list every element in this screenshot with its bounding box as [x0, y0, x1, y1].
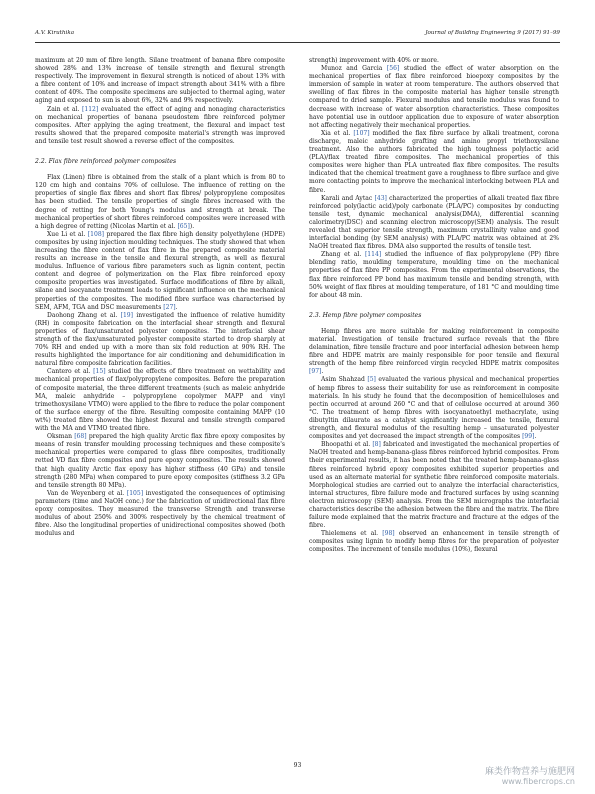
paragraph [35, 57, 285, 106]
paragraph [35, 174, 285, 231]
paragraph [35, 106, 285, 146]
citation-link[interactable]: [114] [364, 251, 382, 259]
paragraph [309, 195, 559, 252]
running-header [35, 30, 560, 42]
paragraph [309, 57, 559, 65]
citation-link[interactable]: [97] [309, 368, 322, 376]
paragraph [309, 65, 559, 130]
text-segment: Munoz and Garcia [321, 65, 387, 73]
paragraph [309, 130, 559, 195]
text-segment: studied the influence of flax polypropylene (PP) fibre blending ratio, moulding temperature, moulding time on the mechanical properties of flax fibre PP composites. From the experimental observations, the flax fibre reinforced PP bond has maximum tensile and bending strength, with 50% weight of flax fibres at moulding temperature, of 181 °C and moulding time for about 48 min. [309, 251, 559, 299]
section-heading [35, 158, 285, 166]
text-segment: . [534, 433, 537, 441]
citation-link[interactable]: [105] [126, 489, 144, 497]
text-segment: characterized the properties of alkali treated flax fibre reinforced poly(lactic acid)/poly carbonate (PLA/PC) composites by conducting tensile test, dynamic mechanical analysis(DMA), differential scanning calorimetry(DSC) and scanning electron microscopy(SEM) analysis. The result revealed that superior tensile strength, maximum crystallinity value and good interfacial bonding (by SEM analysis) with PLA/PC matrix was obtained at 2% NaOH treated flax fibres. DMA also supported the results of tensile test. [309, 194, 559, 251]
paragraph [35, 312, 285, 369]
text-segment: prepared the high quality Arctic flax fibre epoxy composites by means of resin transfer moulding processing techniques and these composite's mechanical properties were compared to glass fibre composites, traditionally retted VD flax fibre composites and pure epoxy composites. The results showed that high quality Arctic flax epoxy has higher stiffness (40 GPa) and tensile strength (280 MPa) when compared to pure epoxy composites (stiffness 3.2 GPa and tensile strength 80 MPa). [35, 433, 285, 489]
text-segment: studied the effect of water absorption on the mechanical properties of flax fibre reinforced bioepoxy composites by the immersion of sample in water at room temperature. The authors observed that swelling of flax fibres in the composite material has higher tensile strength compared to dried sample. Flexural modulus and tensile modulus was found to decrease with increase of water absorption characteristics. These composites have potential use in outdoor application due to exposure of water absorption not affecting negatively their mechanical properties. [309, 65, 559, 129]
paragraph [309, 251, 559, 300]
text-segment: ). [189, 222, 195, 230]
paragraph [309, 376, 559, 441]
watermark-title: 麻类作物营养与施肥网 [484, 767, 575, 777]
text-segment: Karali and Aytac [321, 194, 375, 202]
watermark [485, 767, 575, 787]
text-segment: 2.3. Hemp fibre polymer composites [309, 311, 422, 319]
text-segment: . [175, 303, 178, 311]
citation-link[interactable]: [56] [386, 65, 400, 73]
header-author: A.V. Kiruthika [35, 30, 75, 36]
header-rule [35, 42, 560, 43]
paragraph [35, 368, 285, 433]
citation-link[interactable]: [8] [372, 441, 381, 449]
text-segment: fabricated and investigated the mechanical properties of NaOH treated and hemp-banana-glass fibres reinforced hybrid composites. From their experimental results, it has been noted that the treated hemp-banana-glass fibres reinforced hybrid epoxy composites exhibited superior properties and used as an alternate material for synthetic fibre reinforced composite materials. Morphological studies are carried out to analyze the interfacial characteristics, internal structures, fibre failure mode and fractured surfaces by using scanning electron microscopy (SEM) analysis. From the SEM micrographs the interfacial characteristics describe the adhesion between the fibre and the matrix. The fibre failure mode explained that the matrix fracture and fracture at the edges of the fibre. [309, 441, 560, 530]
text-segment: evaluated the effect of aging and nonaging characteristics on mechanical properties of banana pseudostem fibre reinforced polymer composites. After applying the aging treatment, the flexural and impact test results showed that the prepared composite material's strength was improved and tensile test result showed a reverse effect of the composites. [35, 105, 285, 145]
text-segment: Zhang et al. [321, 251, 365, 259]
text-segment: Thielemens et al. [321, 530, 383, 538]
citation-link[interactable]: [5] [367, 376, 376, 384]
text-segment: Zain et al. [47, 105, 82, 113]
citation-link[interactable]: [107] [353, 129, 370, 137]
text-segment: Oksman [47, 433, 75, 441]
paragraph [35, 433, 285, 490]
citation-link[interactable]: [112] [82, 105, 99, 113]
citation-link[interactable]: [43] [374, 194, 387, 202]
citation-link[interactable]: [65] [177, 222, 190, 230]
text-segment: . [321, 368, 324, 376]
paragraph [309, 530, 559, 554]
text-segment: Cantero et al. [47, 368, 94, 376]
text-segment: modified the flax fibre surface by alkali treatment, corona discharge, maleic anhydride grafting and amino propyl triethoxysilane treatment. Also the authors fabricated the high toughness polylactic acid (PLA)/flax treated fibre composites. The mechanical properties of this composites were higher than PLA untreated flax fibre composites. The results indicated that the chemical treatment gave a roughness to fibre surface and give more contacting points to improve the mechanical interlocking between PLA and fibre. [309, 129, 559, 194]
header-journal-citation: Journal of Building Engineering 9 (2017) 91–99 [425, 30, 560, 36]
text-segment: Daohong Zhang et al. [47, 311, 121, 319]
citation-link[interactable]: [99] [522, 433, 535, 441]
text-segment: investigated the consequences of optimising parameters (time and NaOH conc.) for the fabrication of unidirectional flax fibre epoxy composites. They measured the transverse Strength and transverse modulus of about 250% and 300% respectively by the chemical treatment of fibre. Also the longitudinal properties of unidirectional composites showed (both modulus and [35, 489, 285, 538]
citation-link[interactable]: [68] [74, 433, 87, 441]
page-number: 93 [293, 762, 302, 769]
citation-link[interactable]: [19] [120, 311, 134, 319]
citation-link[interactable]: [108] [87, 230, 105, 238]
paragraph [309, 328, 559, 377]
text-segment: investigated the influence of relative humidity (RH) in composite fabrication on the interfacial shear strength and flexural properties of flax/unsaturated polyester composites. The interfacial shear strength of the flax/unsaturated polyester composite started to drop sharply at 70% RH and ended up with a more than six fold reduction at 90% RH. The results highlighted the importance for air conditioning and dehumidification in natural fibre composite fabrication facilities. [35, 311, 285, 368]
paragraph [309, 441, 559, 530]
left-column [35, 57, 285, 538]
text-segment: evaluated the various physical and mechanical properties of hemp fibres to assess their suitability for use as reinforcement in composite materials. In his study he found that the decomposition of hemicelluloses and pectin occurred at around 260 °C and that of cellulose occurred at around 360 °C. The treatment of hemp fibres with isocyanatoethyl methacrylate, using dibutyltin dilaurate as a catalyst significantly increased the tensile, flexural strength, and flexural modulus of the resulting hemp – unsaturated polyester composites and yet decreased the impact strength of the composites [309, 376, 559, 441]
text-segment: studied the effects of fibre treatment on wettability and mechanical properties of flax/polypropylene composites. Before the preparation of composite material, the three different treatments (such as maleic anhydride MA, maleic anhydride – polypropylene copolymer MAPP and vinyl trimethoxysilane VTMO) were applied to the fibre to reduce the polar component of the surface energy of the fibre. Resulting composite containing MAPP (10 wt%) treated fibre showed the highest flexural and tensile strength compared with the MA and VTMO treated fibre. [35, 368, 285, 433]
right-column [309, 57, 559, 555]
text-segment: Hemp fibres are more suitable for making reinforcement in composite material. Investigation of tensile fractured surface reveals that the fibre delamination, fibre tensile fracture and poor interfacial adhesion between hemp fibre and HDPE matrix are mainly responsible for poor tensile and flexural strength of the hemp fibre reinforced virgin recycled HDPE matrix composites [309, 327, 559, 368]
text-segment: Asim Shahzad [321, 376, 368, 384]
citation-link[interactable]: [27] [163, 303, 176, 311]
text-segment: strength) improvement with 40% or more. [309, 57, 439, 64]
text-segment: observed an enhancement in tensile strength of composites using lignin to modify hemp fibres for the preparation of polyester composites. The increment of tensile modulus (10%), flexural [309, 530, 560, 554]
text-segment: Xue Li et al. [47, 230, 88, 238]
paragraph [35, 231, 285, 312]
text-segment: 2.2. Flax fibre reinforced polymer composites [35, 158, 177, 166]
text-segment: maximum at 20 mm of fibre length. Silane treatment of banana fibre composite showed 28% and 13% increase of tensile strength and flexural strength respectively. The improvement in flexural strength is noticed of about 13% with a fibre content of 10% and increase of impact strength about 341% with a fibre content of 40%. The composite specimens are subjected to thermal aging, water aging and exposed to sun is about 6%, 32% and 9% respectively. [35, 57, 285, 105]
text-segment: Bhoopathi et al. [321, 441, 373, 449]
text-segment: Flax (Linen) fibre is obtained from the stalk of a plant which is from 80 to 120 cm high and contains 70% of cellulose. The influence of retting on the properties of single flax fibres and short flax fibres/ polypropylene composites has been studied. The tensile properties of single fibres increased with the degree of retting for both Young's modulus and strength at break. The mechanical properties of short fibres reinforced composites were increased with a high degree of retting (Nicolas Martin et al. [35, 174, 285, 230]
text-segment: Xia et al. [321, 129, 354, 137]
text-segment: Van de Weyenberg et al. [47, 489, 127, 497]
section-heading [309, 312, 559, 320]
watermark-url: www.fibercrops.cn [501, 777, 575, 786]
citation-link[interactable]: [98] [382, 530, 395, 538]
citation-link[interactable]: [15] [93, 368, 106, 376]
text-segment: prepared the flax fibre high density polyethylene (HDPE) composites by using injection moulding techniques. The study showed that when increasing the fibre content of flax fibre in the prepared composite material results an increase in the tensile and flexural strength, as well as flexural modulus. Influence of various fibre parameters such as lignin content, pectin content and degree of polymerization on the Flax fibre reinforced epoxy composite properties was investigated. Surface modifications of fibre by alkali, silane and isocyanate treatment leads to significant influence on the mechanical properties of the composites. The modified fibre surface was characterised by SEM, AFM, TGA and DSC measurements [35, 230, 285, 311]
paragraph [35, 490, 285, 539]
